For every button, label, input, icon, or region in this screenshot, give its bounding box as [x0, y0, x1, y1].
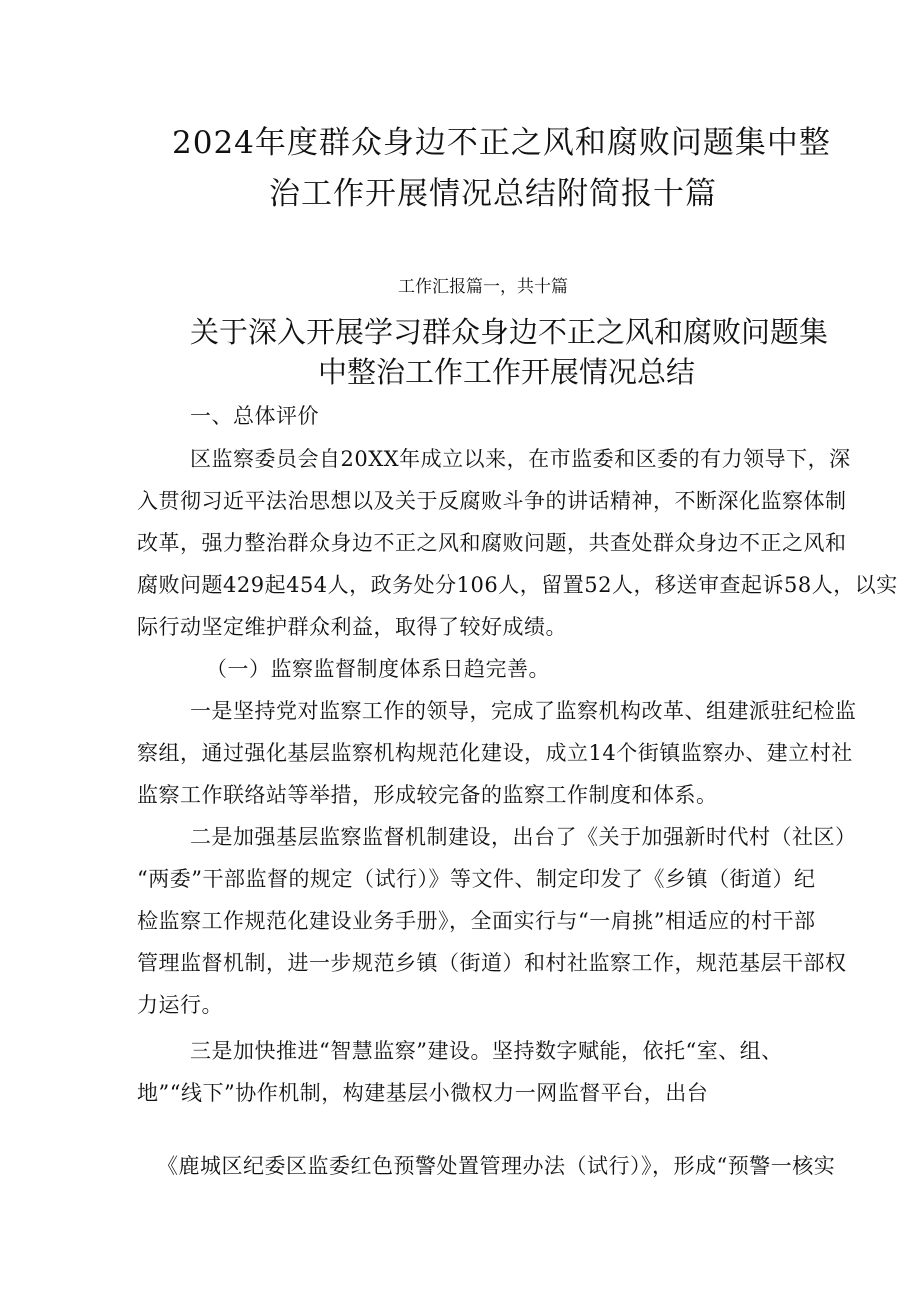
document-title-line-1: 2024年度群众身边不正之风和腐败问题集中整 — [172, 125, 831, 161]
paragraph-line: 三是加快推进“智慧监察”建设。坚持数字赋能，依托“室、组、 — [190, 1039, 783, 1063]
report-heading-line-1: 关于深入开展学习群众身边不正之风和腐败问题集 — [190, 315, 829, 349]
paragraph-line: 力运行。 — [137, 993, 223, 1017]
paragraph-line: 区监察委员会自20XX年成立以来，在市监委和区委的有力领导下，深 — [190, 447, 851, 471]
paragraph-line: 监察工作联络站等举措，形成较完备的监察工作制度和体系。 — [137, 783, 718, 807]
paragraph-line: 管理监督机制，进一步规范乡镇（街道）和村社监察工作，规范基层干部权 — [137, 951, 847, 975]
paragraph-line: 检监察工作规范化建设业务手册》，全面实行与“一肩挑”相适应的村干部 — [137, 909, 816, 933]
paragraph-line: 地”“线下”协作机制，构建基层小微权力一网监督平台，出台 — [137, 1081, 709, 1105]
paragraph-line: 际行动坚定维护群众利益，取得了较好成绩。 — [137, 615, 567, 639]
paragraph-line: 一是坚持党对监察工作的领导，完成了监察机构改革、组建派驻纪检监 — [190, 699, 857, 723]
paragraph-line: 《鹿城区纪委区监委红色预警处置管理办法（试行）》，形成“预警一核实 — [157, 1154, 836, 1178]
paragraph-line: 腐败问题429起454人，政务处分106人，留置52人，移送审查起诉58人，以实 — [137, 573, 898, 597]
paragraph-line: 入贯彻习近平法治思想以及关于反腐败斗争的讲话精神，不断深化监察体制 — [137, 489, 847, 513]
paragraph-line: 改革，强力整治群众身边不正之风和腐败问题，共查处群众身边不正之风和 — [137, 531, 847, 555]
paragraph-line: “两委”干部监督的规定（试行）》等文件、制定印发了《乡镇（街道）纪 — [137, 867, 816, 891]
section-heading: 一、总体评价 — [190, 404, 319, 428]
paragraph-line: 察组，通过强化基层监察机构规范化建设，成立14个街镇监察办、建立村社 — [137, 741, 853, 765]
paragraph-line: 二是加强基层监察监督机制建设，出台了《关于加强新时代村（社区） — [190, 825, 857, 849]
subsection-heading: （一）监察监督制度体系日趋完善。 — [206, 657, 550, 681]
report-subheading: 工作汇报篇一，共十篇 — [398, 277, 568, 297]
document-title-line-2: 治工作开展情况总结附简报十篇 — [269, 176, 717, 212]
report-heading-line-2: 中整治工作工作开展情况总结 — [318, 355, 696, 389]
